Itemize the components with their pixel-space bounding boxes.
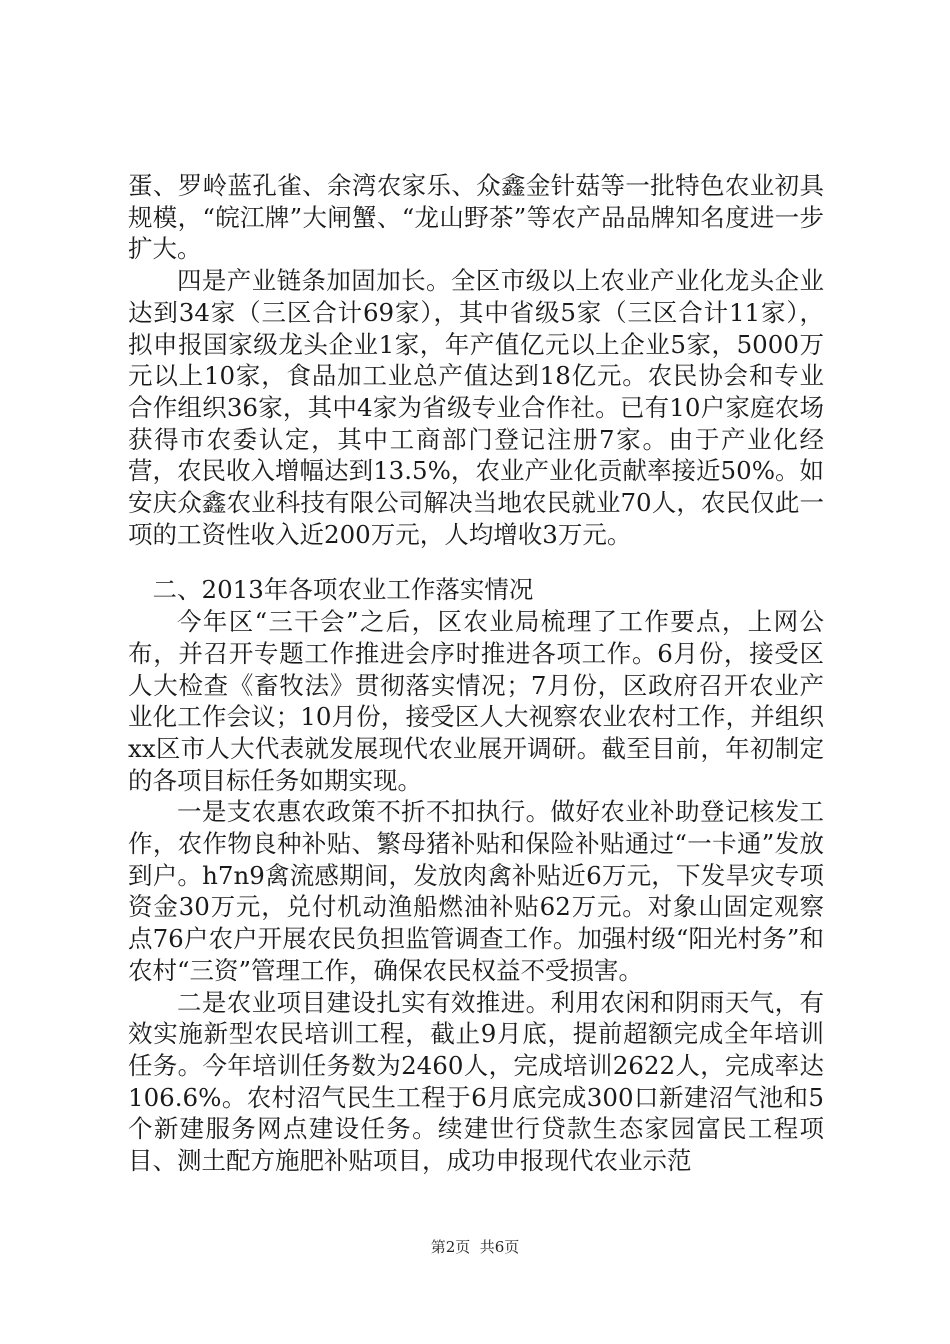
paragraph-policy-execution: 一是支农惠农政策不折不扣执行。做好农业补助登记核发工作，农作物良种补贴、繁母猪补贴和保险补贴通过“一卡通”发放到户。h7n9禽流感期间，发放肉禽补贴近6万元，下发旱灾专项资金30万元，兑付机动渔船燃油补贴62万元。对象山固定观察点76户农户开展农民负担监管调查工作。加强村级“阳光村务”和农村“三资”管理工作，确保农民权益不受损害。: [128, 797, 824, 985]
page-number-footer: 第2页 共6页: [430, 1238, 520, 1256]
paragraph-work-overview: 今年区“三干会”之后，区农业局梳理了工作要点，上网公布，并召开专题工作推进会序时推进各项工作。6月份，接受区人大检查《畜牧法》贯彻落实情况；7月份，区政府召开农业产业化工作会议；10月份，接受区人大视察农业农村工作，并组织xx区市人大代表就发展现代农业展开调研。截至目前，年初制定的各项目标任务如期实现。: [128, 607, 824, 795]
paragraph-continuation: 蛋、罗岭蓝孔雀、余湾农家乐、众鑫金针菇等一批特色农业初具规模，“皖江牌”大闸蟹、“龙山野茶”等农产品品牌知名度进一步扩大。: [128, 171, 824, 264]
document-body: [128, 170, 824, 1177]
paragraph-industry-chain: 四是产业链条加固加长。全区市级以上农业产业化龙头企业达到34家（三区合计69家），其中省级5家（三区合计11家），拟申报国家级龙头企业1家，年产值亿元以上企业5家，5000万元以上10家，食品加工业总产值达到18亿元。农民协会和专业合作组织36家，其中4家为省级专业合作社。已有10户家庭农场获得市农委认定，其中工商部门登记注册7家。由于产业化经营，农民收入增幅达到13.5%，农业产业化贡献率接近50%。如安庆众鑫农业科技有限公司解决当地农民就业70人，农民仅此一项的工资性收入近200万元，人均增收3万元。: [128, 266, 824, 549]
paragraph-project-construction: 二是农业项目建设扎实有效推进。利用农闲和阴雨天气，有效实施新型农民培训工程，截止9月底，提前超额完成全年培训任务。今年培训任务数为2460人，完成培训2622人，完成率达106.6%。农村沼气民生工程于6月底完成300口新建沼气池和5个新建服务网点建设任务。续建世行贷款生态家园富民工程项目、测土配方施肥补贴项目，成功申报现代农业示范: [128, 987, 824, 1176]
section-heading: 二、2013年各项农业工作落实情况: [152, 575, 534, 605]
